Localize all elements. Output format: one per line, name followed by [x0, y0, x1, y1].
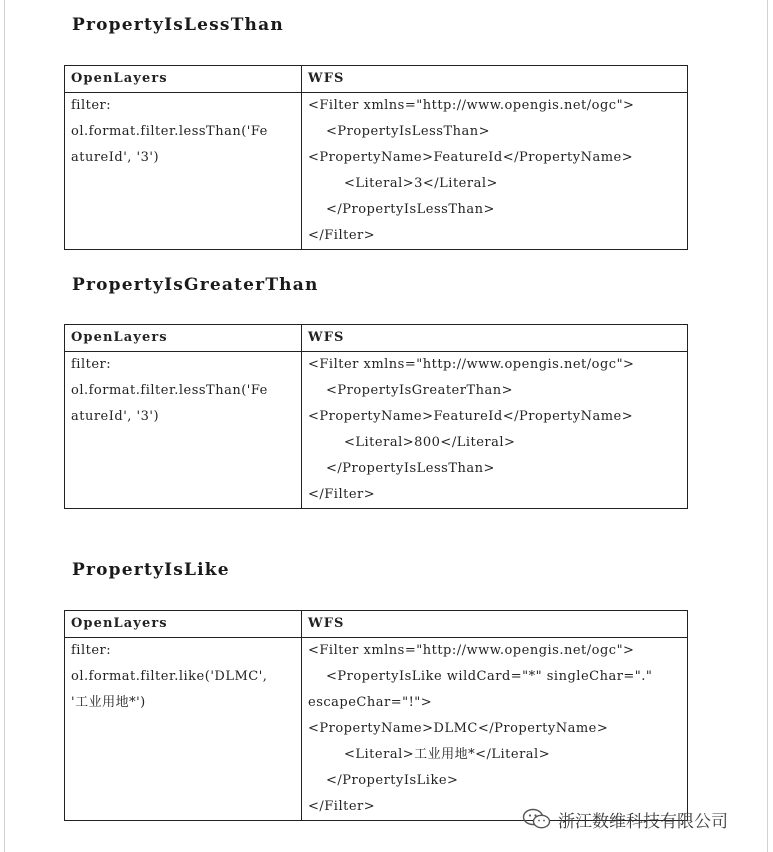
table-row	[65, 93, 688, 250]
watermark	[522, 806, 728, 832]
comparison-table-less-than	[64, 65, 688, 250]
wfs-xml-line: <Filter xmlns="http://www.opengis.net/ogc">	[308, 643, 635, 658]
table-header-row	[65, 66, 688, 93]
comparison-table-like	[64, 610, 688, 821]
column-header-openlayers: OpenLayers	[65, 611, 302, 638]
ol-code-line: filter:	[71, 357, 112, 372]
wfs-xml-line: escapeChar="!">	[308, 695, 433, 710]
ol-code-line: ol.format.filter.like('DLMC',	[71, 669, 268, 684]
wfs-xml-line: </Filter>	[308, 228, 376, 243]
wfs-xml-line: </Filter>	[308, 799, 376, 814]
wfs-xml-line: </PropertyIsLike>	[326, 773, 459, 788]
ol-code-line: ol.format.filter.lessThan('Fe	[71, 124, 268, 139]
wfs-xml-line: <PropertyIsLike wildCard="*" singleChar="."	[326, 669, 653, 684]
ol-code-line: filter:	[71, 643, 112, 658]
column-header-wfs: WFS	[302, 66, 688, 93]
wfs-xml-cell	[302, 638, 688, 821]
watermark-text: 浙江数维科技有限公司	[558, 811, 728, 832]
section-heading-less-than: PropertyIsLessThan	[72, 15, 284, 35]
ol-code-line: atureId', '3')	[71, 150, 160, 165]
wfs-xml-line: <Literal>3</Literal>	[344, 176, 498, 191]
page-border-left	[4, 0, 5, 852]
wfs-xml-line: </PropertyIsLessThan>	[326, 202, 495, 217]
ol-code-line: filter:	[71, 98, 112, 113]
table-header-row	[65, 611, 688, 638]
column-header-wfs: WFS	[302, 611, 688, 638]
wfs-xml-line: <PropertyIsLessThan>	[326, 124, 491, 139]
wfs-xml-line: <PropertyName>FeatureId</PropertyName>	[308, 409, 634, 424]
page-border-right	[767, 0, 768, 852]
wfs-xml-line: <Literal>工业用地*</Literal>	[344, 747, 551, 762]
wfs-xml-line: <Filter xmlns="http://www.opengis.net/ogc">	[308, 98, 635, 113]
column-header-openlayers: OpenLayers	[65, 66, 302, 93]
wfs-xml-cell	[302, 93, 688, 250]
ol-code-line: '工业用地*')	[71, 695, 146, 710]
wfs-xml-line: <PropertyName>FeatureId</PropertyName>	[308, 150, 634, 165]
ol-code-line: ol.format.filter.lessThan('Fe	[71, 383, 268, 398]
column-header-wfs: WFS	[302, 325, 688, 352]
wfs-xml-line: </PropertyIsLessThan>	[326, 461, 495, 476]
section-heading-like: PropertyIsLike	[72, 560, 230, 580]
table-header-row	[65, 325, 688, 352]
ol-code-line: atureId', '3')	[71, 409, 160, 424]
wfs-xml-line: <Filter xmlns="http://www.opengis.net/ogc">	[308, 357, 635, 372]
section-heading-greater-than: PropertyIsGreaterThan	[72, 275, 319, 295]
wfs-xml-cell	[302, 352, 688, 509]
wfs-xml-line: <PropertyName>DLMC</PropertyName>	[308, 721, 609, 736]
comparison-table-greater-than	[64, 324, 688, 509]
wfs-xml-line: <Literal>800</Literal>	[344, 435, 516, 450]
openlayers-code-cell	[65, 93, 302, 250]
table-row	[65, 352, 688, 509]
wechat-icon	[522, 808, 552, 830]
wfs-xml-line: </Filter>	[308, 487, 376, 502]
openlayers-code-cell	[65, 638, 302, 821]
wfs-xml-line: <PropertyIsGreaterThan>	[326, 383, 514, 398]
table-row	[65, 638, 688, 821]
column-header-openlayers: OpenLayers	[65, 325, 302, 352]
openlayers-code-cell	[65, 352, 302, 509]
